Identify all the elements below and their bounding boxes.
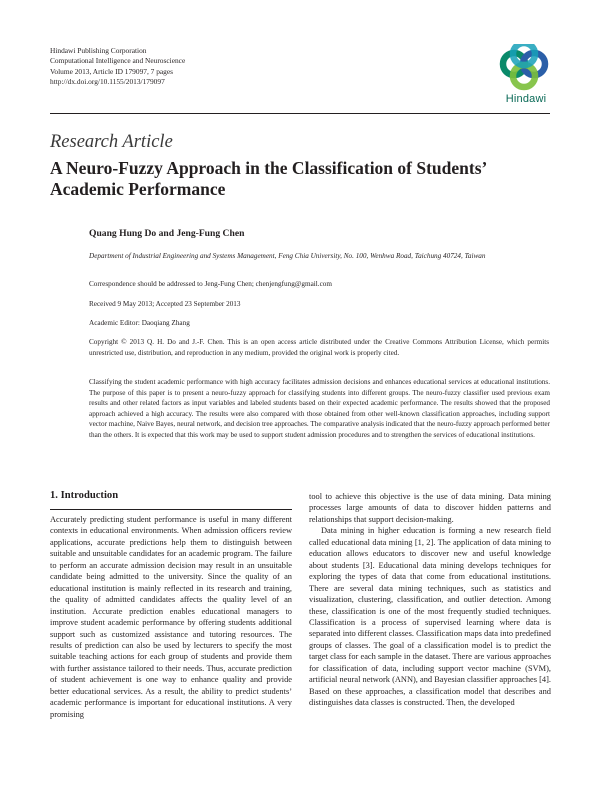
intro-paragraph: Accurately predicting student performance is useful in many different contexts in educational environments. When admission officers review applications, accurate predictions help them to distinguish between suitable and unsuitable candidates for an academic program. The failure to perform an accurate admission decision may result in an unsuitable candidate being admitted to the university. Since the quality of an educational institution is mainly reflected in its research and training, the quality of admitted candidates affects the quality level of an institution. Accurate prediction enables educational managers to improve student academic performance by offering students additional support such as customized assistance and tutoring resources. The results of prediction can also be used by lecturers to specify the most suitable teaching actions for each group of students and provide them with further assistance tailored to their needs. Thus, accurate prediction of student achievement is one way to enhance quality and provide better educational services. As a result, the ability to predict students’ academic performance is important for educational institutions. A very promising bbox=[50, 515, 292, 719]
journal-name: Computational Intelligence and Neuroscience bbox=[50, 56, 186, 66]
correspondence-line: Correspondence should be addressed to Jeng-Fung Chen; chenjengfung@gmail.com bbox=[89, 280, 332, 288]
copyright-notice: Copyright © 2013 Q. H. Do and J.-F. Chen. This is an open access article distributed under the Creative Commons Attribution License, which permits unrestricted use, distribution, and reproduction in any medium, provided the original work is properly cited. bbox=[89, 338, 549, 357]
left-column bbox=[50, 489, 292, 720]
academic-editor: Academic Editor: Daoqiang Zhang bbox=[89, 319, 190, 327]
doi-link[interactable]: http://dx.doi.org/10.1155/2013/179097 bbox=[50, 77, 165, 87]
author-affiliation: Department of Industrial Engineering and Systems Management, Feng Chia University, No. 100, Wenhwa Road, Taichung 40724, Taiwan bbox=[89, 252, 486, 260]
header-divider bbox=[50, 113, 550, 114]
hindawi-logo-text: Hindawi bbox=[505, 93, 547, 105]
abstract-text: Classifying the student academic performance with high accuracy facilitates admission decisions and enhances educational services at educational institutions. The purpose of this paper is to present a neuro-fuzzy approach for classifying students into different groups. The neuro-fuzzy classifier used previous exam results and other related factors as input variables and labeled students based on their expected academic performance. The results showed that the proposed approach achieved a high accuracy. The results were also compared with those obtained from other well-known classification approaches, including support vector machine, Naive Bayes, neural network, and decision tree approaches. The comparative analysis indicated that the neuro-fuzzy approach performed better than the others. It is expected that this work may be used to support student admission procedures and to strengthen the services of educational institutions. bbox=[89, 378, 550, 439]
right-column bbox=[309, 491, 551, 709]
received-dates: Received 9 May 2013; Accepted 23 September 2013 bbox=[89, 300, 241, 308]
publisher-name: Hindawi Publishing Corporation bbox=[50, 46, 147, 55]
data-mining-paragraph: Data mining in higher education is forming a new research field called educational data mining [1, 2]. The application of data mining to education allows educators to discover new and useful knowledge about students [3]. Educational data mining develops techniques for exploring the types of data that come from educational institutions. There are several data mining techniques, such as statistics and visualization, clustering, classification, and outlier detection. Among these, classification is one of the most frequently studied techniques. Classification is a process of supervised learning where data is separated into different classes. Classification maps data into predefined groups of classes. The goal of a classification model is to predict the target class for each sample in the dataset. There are various approaches for classification of data, including support vector machine (SVM), artificial neural network (ANN), and Bayesian classifier approaches [4]. Based on these approaches, a classification model that describes and distinguishes data classes is constructed. Then, the developed bbox=[309, 526, 551, 708]
article-type: Research Article bbox=[50, 132, 173, 152]
intro-paragraph-continued: tool to achieve this objective is the use of data mining. Data mining processes large amounts of data to discover hidden patterns and relationships that support decision-making. bbox=[309, 492, 551, 524]
article-title: A Neuro-Fuzzy Approach in the Classification of Students’ Academic Performance bbox=[50, 158, 487, 199]
section-heading: 1. Introduction bbox=[50, 489, 292, 510]
publication-info bbox=[50, 46, 350, 88]
article-authors: Quang Hung Do and Jeng-Fung Chen bbox=[89, 228, 245, 239]
volume-info: Volume 2013, Article ID 179097, 7 pages bbox=[50, 66, 174, 76]
